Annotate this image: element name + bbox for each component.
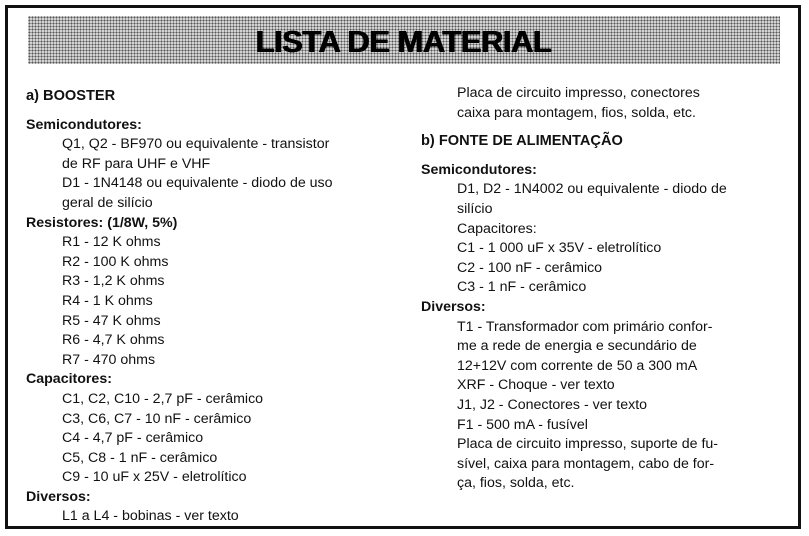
list-item: Placa de circuito impresso, conectores (457, 85, 700, 101)
list-item: L1 a L4 - bobinas - ver texto (62, 508, 239, 525)
section-title: a) BOOSTER (26, 88, 116, 104)
list-item: T1 - Transformador com primário confor- (457, 318, 713, 335)
list-item: R6 - 4,7 K ohms (62, 332, 165, 349)
list-item: R5 - 47 K ohms (62, 312, 161, 329)
list-item: R3 - 1,2 K ohms (62, 273, 165, 290)
list-item: Q1, Q2 - BF970 ou equivalente - transistor (62, 136, 330, 153)
list-item: R2 - 100 K ohms (62, 253, 169, 270)
list-item: Placa de circuito impresso, suporte de fu- (457, 436, 719, 453)
list-item: C3, C6, C7 - 10 nF - cerâmico (62, 410, 252, 427)
spacer (421, 152, 801, 161)
list-item: R4 - 1 K ohms (62, 292, 153, 309)
section-title: b) FONTE DE ALIMENTAÇÃO (421, 133, 623, 150)
list-item: caixa para montagem, fios, solda, etc. (457, 104, 696, 121)
list-item: XRF - Choque - ver texto (457, 377, 615, 394)
list-item: C5, C8 - 1 nF - cerâmico (62, 449, 218, 466)
list-item: C4 - 4,7 pF - cerâmico (62, 430, 204, 447)
spacer (421, 123, 801, 132)
spacer (26, 107, 418, 116)
list-item: J1, J2 - Conectores - ver texto (457, 396, 648, 413)
list-item: C1 - 1 000 uF x 35V - eletrolítico (457, 240, 662, 257)
category-heading: Resistores: (1/8W, 5%) (26, 214, 178, 231)
list-item: D1 - 1N4148 ou equivalente - diodo de uso (62, 175, 333, 192)
power-supply-column (421, 84, 801, 494)
list-item: geral de silício (62, 194, 153, 211)
category-heading: Diversos: (26, 488, 91, 505)
list-item: D1, D2 - 1N4002 ou equivalente - diodo de (457, 181, 727, 198)
material-list-frame (5, 5, 801, 529)
list-item: ça, fios, solda, etc. (457, 475, 575, 492)
category-heading: Semicondutores: (26, 116, 142, 133)
category-heading: Diversos: (421, 298, 486, 315)
list-item: sível, caixa para montagem, cabo de for- (457, 455, 715, 472)
list-item: C9 - 10 uF x 25V - eletrolítico (62, 469, 247, 486)
category-heading: Capacitores: (26, 371, 112, 388)
list-item: de RF para UHF e VHF (62, 155, 211, 172)
list-item: R1 - 12 K ohms (62, 234, 161, 251)
list-item: Capacitores: (457, 220, 537, 237)
list-item: C1, C2, C10 - 2,7 pF - cerâmico (62, 390, 264, 407)
list-item: 12+12V com corrente de 50 a 300 mA (457, 357, 698, 374)
list-item: C2 - 100 nF - cerâmico (457, 259, 603, 276)
booster-column (26, 87, 418, 527)
list-item: C3 - 1 nF - cerâmico (457, 279, 587, 296)
list-item: me a rede de energia e secundário de (457, 338, 697, 355)
list-item: F1 - 500 mA - fusível (457, 416, 588, 433)
category-heading: Semicondutores: (421, 161, 537, 178)
page-title: LISTA DE MATERIAL (255, 24, 551, 59)
list-item: silício (457, 200, 493, 217)
list-item: R7 - 470 ohms (62, 351, 156, 368)
